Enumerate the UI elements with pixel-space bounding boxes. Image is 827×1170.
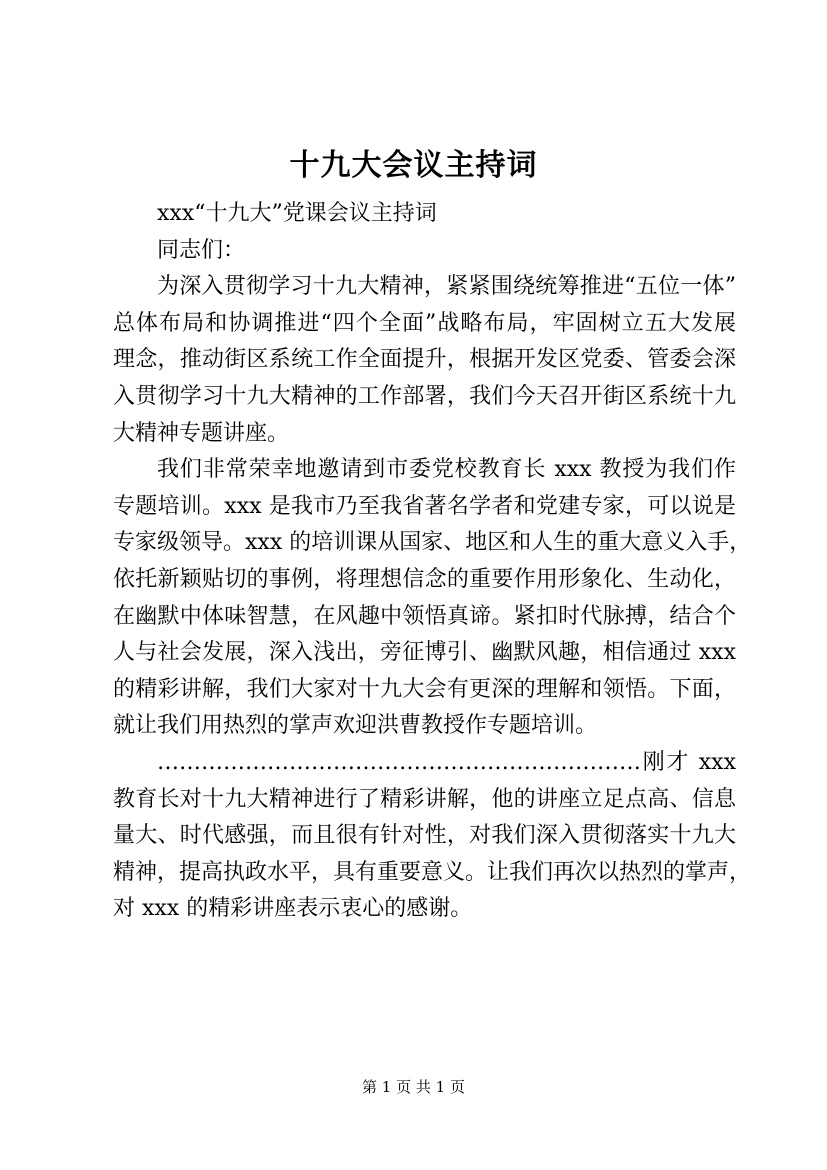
paragraph-line: 量大、时代感强，而且很有针对性，对我们深入贯彻落实十九大 [113,823,736,849]
document-body [113,196,752,928]
paragraph-line: 精神，提高执政水平，具有重要意义。让我们再次以热烈的掌声， [113,859,752,885]
paragraph-line: 我们非常荣幸地邀请到市委党校教育长 xxx 教授为我们作 [157,457,736,483]
paragraph-line: 在幽默中体味智慧，在风趣中领悟真谛。紧扣时代脉搏，结合个 [113,603,736,629]
paragraph-line: 为深入贯彻学习十九大精神，紧紧围绕统筹推进“五位一体” [157,274,736,300]
paragraph-line: 人与社会发展，深入浅出，旁征博引、幽默风趣，相信通过 xxx [113,640,736,666]
paragraph-line: 入贯彻学习十九大精神的工作部署，我们今天召开街区系统十九 [113,383,736,409]
paragraph-line: 教育长对十九大精神进行了精彩讲解，他的讲座立足点高、信息 [113,786,736,812]
paragraph-line: …………………………………………………………刚才 xxx [157,749,736,775]
subtitle-line: xxx“十九大”党课会议主持词 [157,201,437,226]
paragraph-line: 理念，推动街区系统工作全面提升，根据开发区党委、管委会深 [113,347,736,373]
page-number-footer: 第 1 页 共 1 页 [362,1078,465,1096]
paragraph-line: 总体布局和协调推进“四个全面”战略布局，牢固树立五大发展 [113,310,736,336]
paragraph-line: 依托新颖贴切的事例，将理想信念的重要作用形象化、生动化， [113,566,736,592]
paragraph-line: 专题培训。xxx 是我市乃至我省著名学者和党建专家，可以说是 [113,493,736,519]
salutation-line: 同志们： [157,237,246,263]
paragraph-line: 对 xxx 的精彩讲座表示衷心的感谢。 [113,896,473,922]
paragraph-line: 专家级领导。xxx 的培训课从国家、地区和人生的重大意义入手， [113,530,752,556]
paragraph-line: 大精神专题讲座。 [113,420,290,446]
paragraph-line: 的精彩讲解，我们大家对十九大会有更深的理解和领悟。下面， [113,676,736,702]
paragraph-line: 就让我们用热烈的掌声欢迎洪曹教授作专题培训。 [113,713,598,739]
document-title: 十九大会议主持词 [289,148,538,183]
